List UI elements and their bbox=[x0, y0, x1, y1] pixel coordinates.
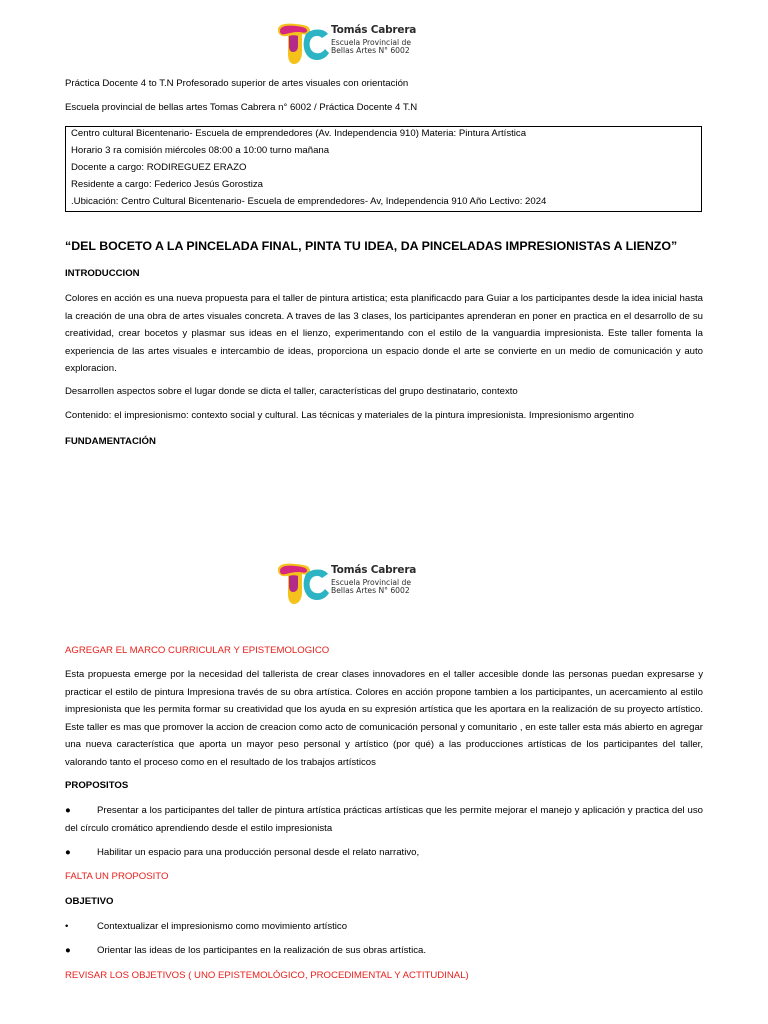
info-row-center: Centro cultural Bicentenario- Escuela de emprendedores (Av. Independencia 910) Materia: Pintura Artística bbox=[71, 128, 527, 139]
objetivo-heading: OBJETIVO bbox=[65, 896, 114, 907]
school-logo-page-2 bbox=[276, 562, 426, 612]
info-box bbox=[65, 126, 702, 212]
info-row-schedule: Horario 3 ra comisión miércoles 08:00 a 10:00 turno mañana bbox=[71, 145, 330, 156]
info-row-teacher: Docente a cargo: RODIREGUEZ ERAZO bbox=[71, 162, 247, 173]
bullet-icon: ● bbox=[65, 805, 71, 816]
introduccion-paragraph: Colores en acción es una nueva propuesta para el taller de pintura artistica; esta planificacdo para Guiar a los participantes desde la idea inicial hasta la creación de una obra de artes visuales concreta. A traves de las 3 clases, los participantes aprenderan en poner en practica en el desarrollo de su creatividad, crear bocetos y plasmar sus ideas en el lienzo, experimentando con el estilo de la vanguardia impresionista. Este taller fomenta la experiencia de las artes visuales e intercambio de ideas, proporciona un espacio donde el arte se convierte en un medio de comunicación y auto exploracion. bbox=[65, 293, 703, 375]
objetivo-text-2: Orientar las ideas de los participantes en la realización de sus obras artística. bbox=[97, 945, 427, 956]
note-marco-curricular: AGREGAR EL MARCO CURRICULAR Y EPISTEMOLOGICO bbox=[65, 645, 330, 656]
logo-name: Tomás Cabrera bbox=[331, 564, 417, 576]
introduccion-paragraph-2: Desarrollen aspectos sobre el lugar donde se dicta el taller, características del grupo destinatario, contexto bbox=[65, 386, 518, 397]
note-falta-proposito: FALTA UN PROPOSITO bbox=[65, 871, 169, 882]
contenido-paragraph: Contenido: el impresionismo: contexto social y cultural. Las técnicas y materiales de la pintura impresionista. Impresionismo argentino bbox=[65, 410, 634, 421]
header-line-2: Escuela provincial de bellas artes Tomas Cabrera n° 6002 / Práctica Docente 4 T.N bbox=[65, 102, 418, 113]
objetivo-text-1: Contextualizar el impresionismo como movimiento artístico bbox=[97, 921, 348, 932]
info-row-resident: Residente a cargo: Federico Jesús Gorostiza bbox=[71, 179, 263, 190]
logo-subtitle-2: Bellas Artes N° 6002 bbox=[331, 45, 410, 55]
bullet-icon: • bbox=[65, 921, 69, 932]
header-line-1: Práctica Docente 4 to T.N Profesorado superior de artes visuales con orientación bbox=[65, 78, 409, 89]
bullet-icon: ● bbox=[65, 945, 71, 956]
fundamentacion-heading: FUNDAMENTACIÓN bbox=[65, 436, 156, 447]
logo-name: Tomás Cabrera bbox=[331, 24, 417, 36]
proposito-text-1: Presentar a los participantes del taller de pintura artística prácticas artísticas que les permite mejorar el manejo y aplicación y practica del uso del círculo cromático aprendiendo desde el estilo impresionista bbox=[65, 805, 703, 834]
proposito-item-2 bbox=[65, 844, 703, 862]
logo-subtitle-1: Escuela Provincial de bbox=[331, 37, 412, 47]
bullet-icon: ● bbox=[65, 847, 71, 858]
school-logo bbox=[276, 22, 426, 72]
proposito-item-1 bbox=[65, 802, 703, 837]
document-title: “DEL BOCETO A LA PINCELADA FINAL, PINTA TU IDEA, DA PINCELADAS IMPRESIONISTAS A LIENZO” bbox=[65, 239, 678, 253]
tc-logo-icon bbox=[276, 562, 330, 606]
introduccion-heading: INTRODUCCION bbox=[65, 268, 140, 279]
logo-subtitle-1: Escuela Provincial de bbox=[331, 577, 412, 587]
propositos-heading: PROPOSITOS bbox=[65, 780, 129, 791]
logo-text bbox=[331, 565, 416, 595]
logo-subtitle-2: Bellas Artes N° 6002 bbox=[331, 585, 410, 595]
tc-logo-icon bbox=[276, 22, 330, 66]
objetivo-item-1 bbox=[65, 918, 703, 936]
objetivo-item-2 bbox=[65, 942, 703, 960]
info-row-location: .Ubicación: Centro Cultural Bicentenario- Escuela de emprendedores- Av, Independencia 910 Año Lectivo: 2024 bbox=[71, 196, 547, 207]
proposito-text-2: Habilitar un espacio para una producción personal desde el relato narrativo, bbox=[97, 847, 420, 858]
fundamentacion-paragraph: Esta propuesta emerge por la necesidad del tallerista de crear clases innovadores en el taller accesible donde las personas puedan expresarse y practicar el estilo de pintura Impresiona través de su obra artística. Colores en acción propone tambien a los participantes, un acercamiento al estilo impresionista que les permita formar su creatividad que los ayuda en su expresión artística que les aportara en la realización de su proyecto artístico. Este taller es mas que promover la accion de creacion como acto de comunicación personal y comunitario , en este taller esta más abierto en agregar una nueva característica que aporta un mayor peso personal y artístico (por qué) a las producciones artísticas de los participantes del taller, valorando tanto el proceso como en el resultado de los trabajos artísticos bbox=[65, 669, 703, 768]
note-revisar-objetivos: REVISAR LOS OBJETIVOS ( UNO EPISTEMOLÓGICO, PROCEDIMENTAL Y ACTITUDINAL) bbox=[65, 970, 469, 981]
logo-text bbox=[331, 25, 416, 55]
